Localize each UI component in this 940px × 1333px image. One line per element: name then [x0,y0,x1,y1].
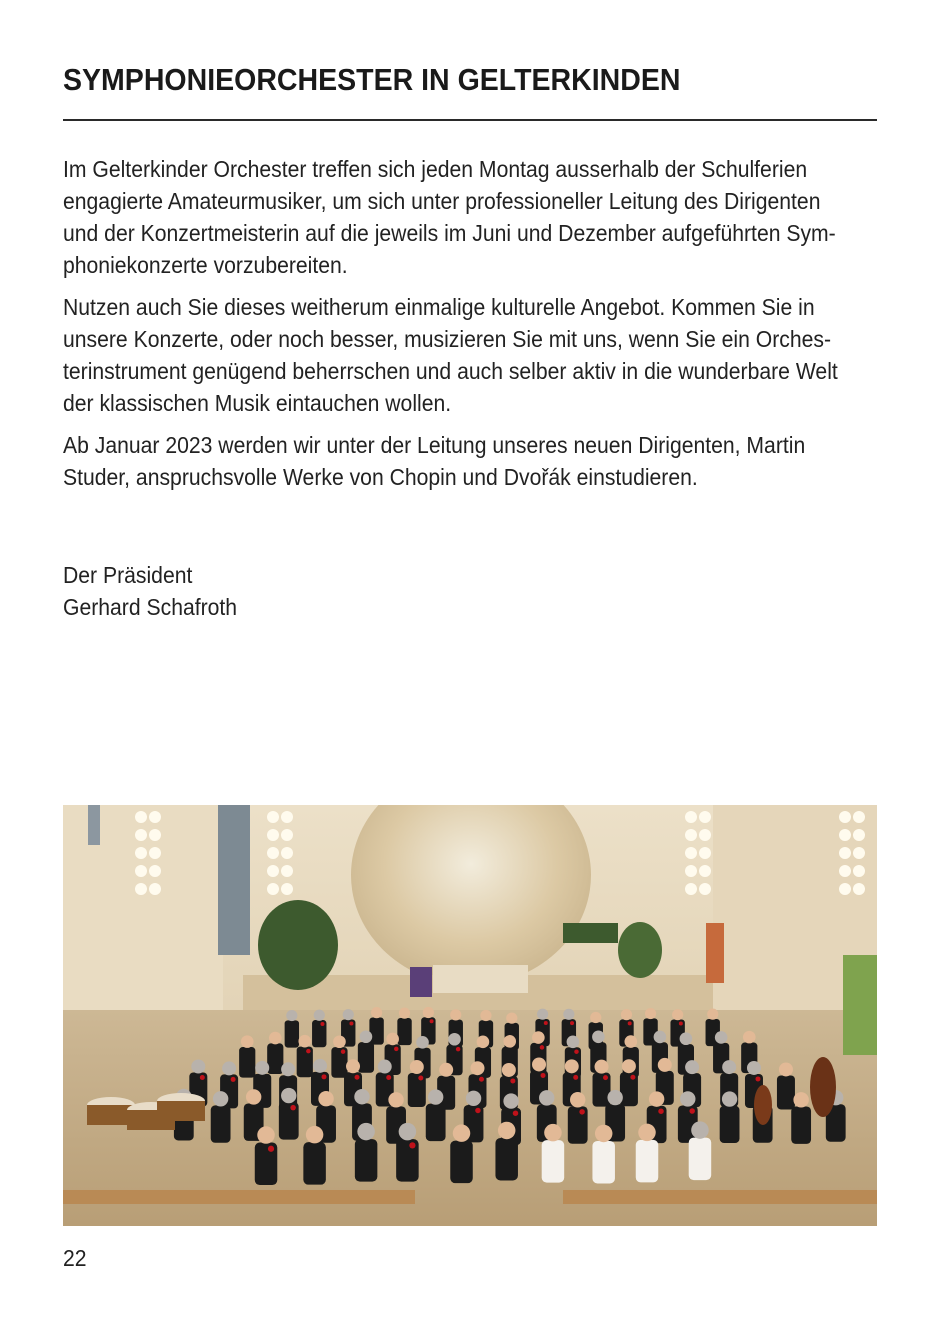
musician-head [480,1010,491,1021]
musician-head [722,1060,736,1074]
paragraph-line: Nutzen auch Sie dieses weitherum einmalige kulturelle Angebot. Kommen Sie in [63,294,815,320]
musician-head [222,1061,236,1075]
ceiling-light [699,865,711,877]
musician-head [595,1060,609,1074]
ceiling-light [281,847,293,859]
red-flower [755,1076,760,1081]
ceiling-light [267,883,279,895]
musician-head [453,1124,471,1142]
orchestra-photo [63,805,877,1226]
altar-table [433,965,528,993]
red-flower [574,1049,579,1054]
red-flower [290,1105,296,1111]
musician-head [793,1092,808,1107]
red-flower [689,1108,695,1114]
red-flower [418,1075,423,1080]
musician-head [241,1035,254,1048]
musician-head [503,1035,516,1048]
musician-head [466,1091,481,1106]
musician-head [318,1091,333,1106]
musician-head [654,1031,667,1044]
double-bass [810,1057,836,1117]
musician [777,1075,795,1109]
red-flower [321,1074,326,1079]
musician-head [371,1007,382,1018]
left-window-small [88,805,100,845]
signature-role: Der Präsident [63,562,193,588]
colored-window-right [706,923,724,983]
musician-head [595,1125,613,1143]
red-flower [579,1109,585,1115]
musician-head [354,1089,369,1104]
red-flower [510,1078,515,1083]
red-flower [679,1021,683,1025]
musician-head [685,1060,699,1074]
red-flower [479,1077,484,1082]
red-flower [268,1146,274,1152]
ceiling-light [281,811,293,823]
ceiling-light [281,829,293,841]
musician-head [722,1091,737,1106]
musician [450,1141,473,1184]
musician [542,1140,565,1183]
musician-head [691,1121,709,1139]
front-bench-right [563,1190,877,1204]
ceiling-light [853,883,865,895]
red-flower [320,1022,324,1026]
musician [592,1141,615,1184]
ceiling-light [281,865,293,877]
musician-head [286,1010,297,1021]
paragraph-2 [63,291,873,419]
musician-head [386,1033,399,1046]
musician-head [448,1033,461,1046]
ceiling-light [853,829,865,841]
red-flower [386,1075,391,1080]
ceiling-light [149,811,161,823]
musician-head [506,1013,517,1024]
ceiling-light [685,829,697,841]
musician [285,1020,299,1047]
musician-head [532,1057,546,1071]
musician-head [410,1060,424,1074]
musician-head [191,1059,205,1073]
musician [720,1106,740,1143]
ceiling-light [149,865,161,877]
musician [355,1139,378,1182]
red-flower [658,1108,664,1114]
paragraph-line: unsere Konzerte, oder noch besser, musizieren Sie mit uns, wenn Sie ein Orches- [63,326,832,352]
musician-head [477,1036,490,1049]
ceiling-light [699,847,711,859]
ceiling-light [839,865,851,877]
paragraph-3 [63,429,873,493]
tree-mural-right [843,955,877,1055]
musician-head [314,1010,325,1021]
musician-head [567,1036,580,1049]
ceiling-light [135,829,147,841]
red-flower [349,1021,353,1025]
musician-head [399,1008,410,1019]
paragraph-line: Im Gelterkinder Orchester treffen sich jeden Montag ausserhalb der Schulferien [63,156,808,182]
ceiling-light [281,883,293,895]
ceiling-light [853,847,865,859]
musician-head [743,1031,756,1044]
page-title: SYMPHONIEORCHESTER IN GELTERKINDEN [63,62,681,97]
musician [267,1043,283,1074]
musician-head [532,1031,545,1044]
red-flower [475,1108,481,1114]
paragraph-line: Studer, anspruchsvolle Werke von Chopin und Dvořák einstudieren. [63,464,698,490]
ceiling-light [149,847,161,859]
musician-head [450,1009,461,1020]
paragraph-line: der klassischen Musik eintauchen wollen. [63,390,452,416]
ceiling-light [699,829,711,841]
ceiling-light [685,865,697,877]
front-bench-left [63,1190,415,1204]
musician-head [213,1091,228,1106]
musician-head [306,1126,324,1144]
musician-head [470,1061,484,1075]
musician-head [607,1090,622,1105]
musician-head [590,1012,601,1023]
musician [426,1104,446,1141]
musician-head [503,1093,518,1108]
musician-head [715,1031,728,1044]
musician-head [747,1061,761,1075]
musician-head [255,1061,269,1075]
musician-head [357,1123,375,1141]
ceiling-light [839,811,851,823]
ceiling-light [149,829,161,841]
title-rule [63,119,877,121]
musician [791,1106,811,1143]
ceiling-light [699,811,711,823]
musician-head [649,1091,664,1106]
musician [397,1018,411,1045]
musician-head [624,1035,637,1048]
ceiling-light [685,811,697,823]
musician-head [622,1059,636,1073]
musician-head [257,1126,275,1144]
signature-block [63,559,237,623]
ceiling-light [267,829,279,841]
paragraph-1 [63,153,873,281]
right-plant [618,922,662,978]
musician-head [333,1035,346,1048]
red-flower [430,1019,434,1023]
musician [211,1105,231,1142]
red-flower [355,1075,360,1080]
musician-head [428,1089,443,1104]
musician [689,1138,712,1181]
timpano [157,1101,205,1121]
musician [358,1042,374,1073]
musician-head [416,1036,429,1049]
paragraph-line: phoniekonzerte vorzubereiten. [63,252,348,278]
musician-head [281,1088,296,1103]
ceiling-light [135,883,147,895]
ceiling-light [685,883,697,895]
ceiling-light [135,847,147,859]
musician-head [565,1059,579,1073]
musician-head [707,1009,718,1020]
red-flower [200,1075,205,1080]
page-number: 22 [63,1245,87,1271]
musician-head [281,1062,295,1076]
orchestra-photo-illustration [63,805,877,1226]
red-flower [513,1110,519,1116]
ceiling-light [267,811,279,823]
musician-head [563,1009,574,1020]
ceiling-light [267,865,279,877]
red-flower [573,1075,578,1080]
signature-name: Gerhard Schafroth [63,594,238,620]
musician-head [621,1009,632,1020]
musician-head [539,1090,554,1105]
ceiling-light [699,883,711,895]
red-flower [630,1075,635,1080]
musician [495,1138,517,1181]
red-flower [394,1047,399,1052]
musician [369,1017,383,1044]
left-plant [258,900,338,990]
musician-head [658,1058,672,1072]
ceiling-light [853,811,865,823]
paragraph-line: und der Konzertmeisterin auf die jeweils im Juni und Dezember aufgeführten Sym- [63,220,836,246]
musician-head [680,1091,695,1106]
musician [303,1142,326,1185]
musician-head [298,1035,311,1048]
ceiling-light [135,865,147,877]
ceiling-light [839,847,851,859]
red-flower [306,1049,311,1054]
musician [636,1140,659,1183]
musician-head [378,1060,392,1074]
red-flower [231,1077,236,1082]
musician-head [592,1031,605,1044]
ceiling-light [267,847,279,859]
musician-head [313,1059,327,1073]
cello [754,1085,772,1125]
musician-head [537,1009,548,1020]
musician-head [638,1124,656,1142]
musician-head [423,1007,434,1018]
ceiling-light [135,811,147,823]
ceiling-light [839,883,851,895]
musician [239,1047,255,1078]
musician-head [360,1030,373,1043]
ceiling-light [685,847,697,859]
musician-head [544,1124,562,1142]
musician-head [269,1032,282,1045]
musician-head [439,1063,453,1077]
musician-head [672,1009,683,1020]
article-body [63,153,873,503]
musician-head [680,1032,693,1045]
red-flower [456,1047,461,1052]
paragraph-line: terinstrument genügend beherrschen und auch selber aktiv in die wunderbare Welt [63,358,838,384]
musician-head [343,1009,354,1020]
red-flower [341,1049,346,1054]
musician-head [246,1089,261,1104]
musician-head [645,1008,656,1019]
red-flower [570,1021,574,1025]
ceiling-light [853,865,865,877]
red-flower [541,1073,546,1078]
red-flower [544,1021,548,1025]
left-window [218,805,250,955]
paragraph-line: engagierte Amateurmusiker, um sich unter professioneller Leitung des Dirigenten [63,188,821,214]
red-flower [628,1021,632,1025]
ceiling-light [149,883,161,895]
purple-banner [410,967,432,997]
musician-head [779,1062,793,1076]
red-flower [540,1045,545,1050]
ceiling-light [839,829,851,841]
red-flower [409,1142,415,1148]
advent-wreath [563,923,618,943]
musician-head [388,1092,403,1107]
musician-head [346,1059,360,1073]
musician-head [498,1122,515,1140]
musician-head [570,1092,585,1107]
musician-head [399,1123,417,1141]
red-flower [603,1075,608,1080]
musician-head [502,1063,516,1077]
paragraph-line: Ab Januar 2023 werden wir unter der Leitung unseres neuen Dirigenten, Martin [63,432,806,458]
